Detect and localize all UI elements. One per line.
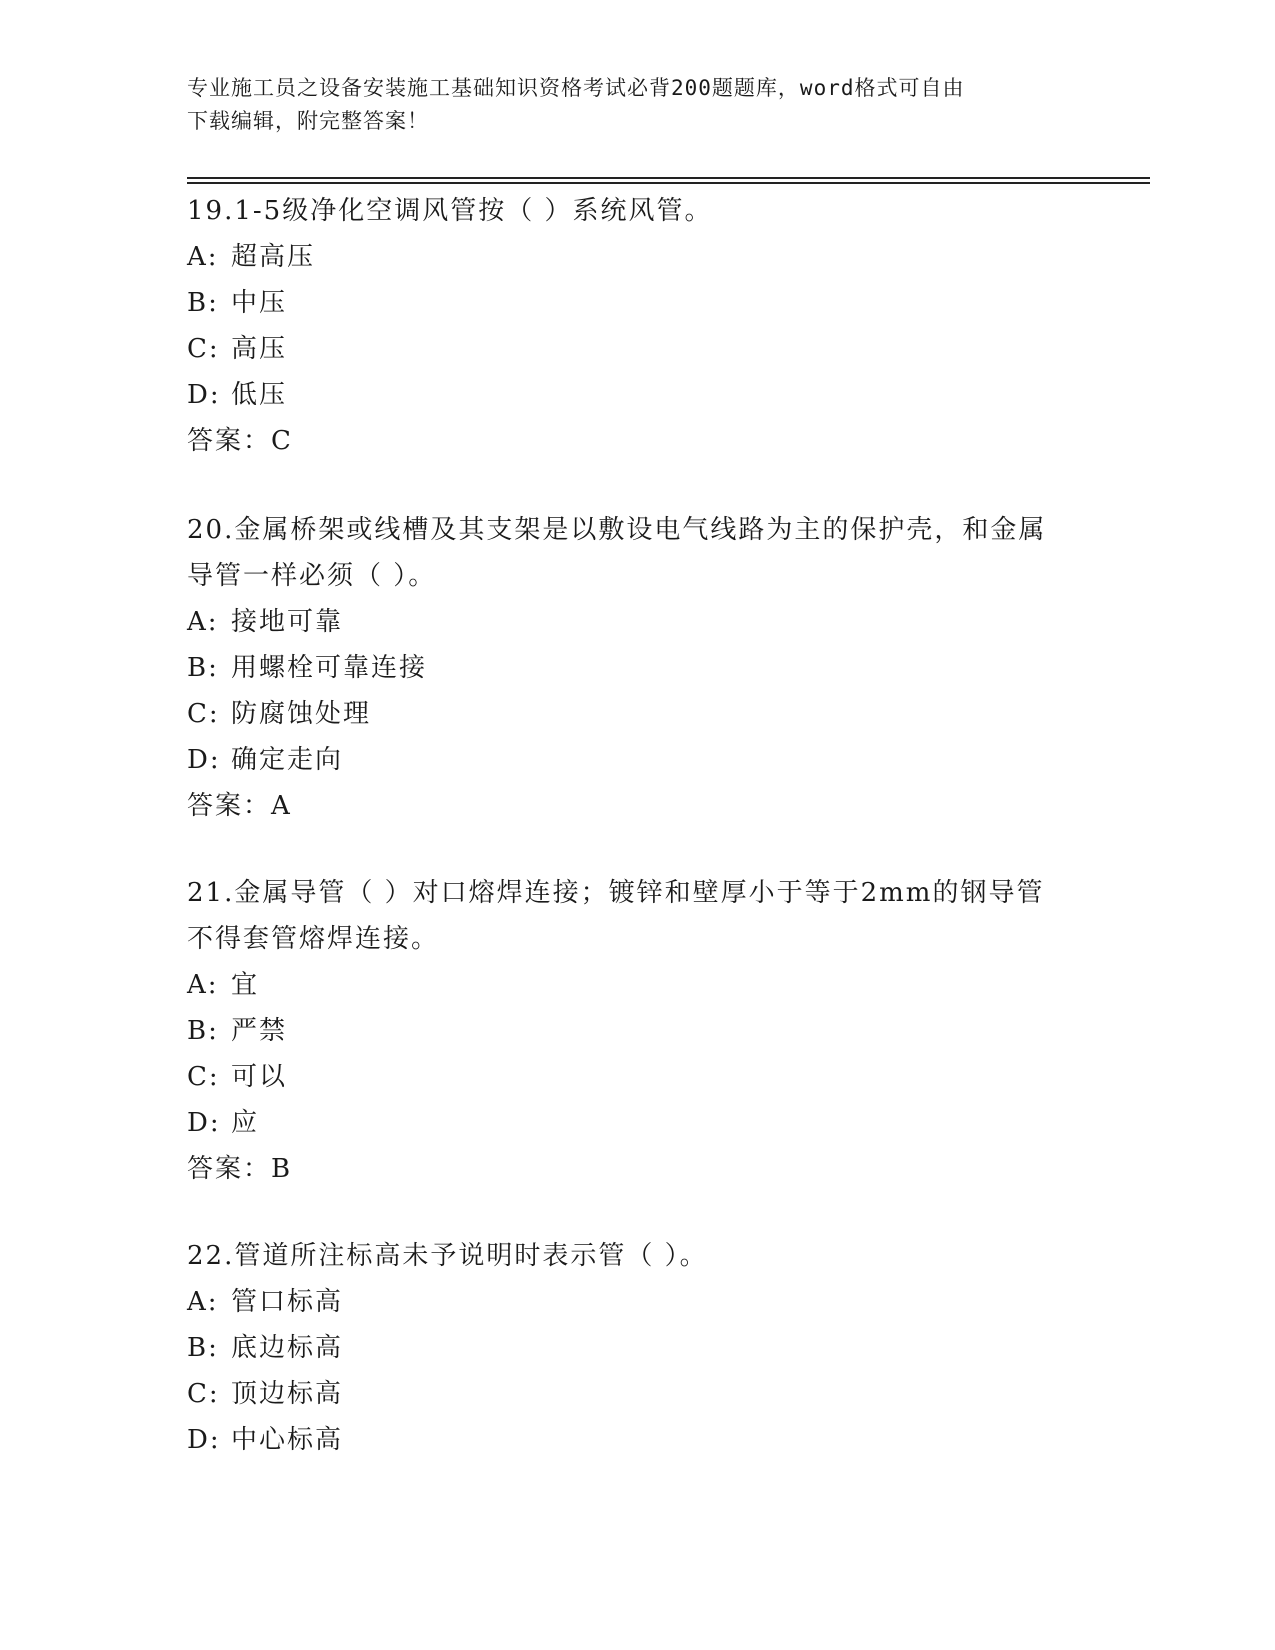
option-text: 高压 — [231, 334, 288, 364]
option-text: 低压 — [231, 380, 288, 410]
option-d — [187, 1417, 1087, 1463]
option-text: 顶边标高 — [231, 1379, 344, 1409]
question-22 — [187, 1233, 1087, 1463]
question-text: 19.1-5级净化空调风管按（ ）系统风管。 — [187, 196, 713, 226]
option-letter: B: — [187, 1016, 219, 1046]
option-letter: C: — [187, 334, 220, 364]
option-a — [187, 234, 1087, 280]
option-text: 可以 — [231, 1062, 288, 1092]
option-text: 超高压 — [231, 242, 316, 272]
option-letter: A: — [187, 607, 219, 637]
header-divider-top — [187, 177, 1150, 179]
option-c — [187, 1054, 1087, 1100]
option-a — [187, 1279, 1087, 1325]
document-header — [187, 72, 1087, 138]
option-a — [187, 962, 1087, 1008]
answer-line: 答案：A — [187, 791, 292, 821]
answer-line: 答案：B — [187, 1154, 293, 1184]
option-letter: B: — [187, 1333, 219, 1363]
question-text-line-2: 导管一样必须（ ）。 — [187, 561, 437, 591]
option-letter: D: — [187, 745, 221, 775]
header-divider-bottom — [187, 182, 1150, 184]
question-text-line-1: 20.金属桥架或线槽及其支架是以敷设电气线路为主的保护壳，和金属 — [187, 515, 1047, 545]
option-letter: D: — [187, 380, 221, 410]
option-text: 应 — [231, 1108, 260, 1138]
header-line-1: 专业施工员之设备安装施工基础知识资格考试必背200题题库，word格式可自由 — [187, 76, 965, 100]
option-letter: D: — [187, 1425, 221, 1455]
option-text: 宜 — [231, 970, 260, 1000]
option-text: 防腐蚀处理 — [231, 699, 372, 729]
question-20 — [187, 507, 1087, 829]
option-d — [187, 372, 1087, 418]
option-text: 底边标高 — [231, 1333, 344, 1363]
option-letter: D: — [187, 1108, 221, 1138]
option-b — [187, 1325, 1087, 1371]
option-d — [187, 1100, 1087, 1146]
option-text: 严禁 — [231, 1016, 288, 1046]
option-b — [187, 280, 1087, 326]
option-b — [187, 1008, 1087, 1054]
option-text: 用螺栓可靠连接 — [231, 653, 428, 683]
option-text: 确定走向 — [231, 745, 344, 775]
header-line-2: 下载编辑，附完整答案！ — [187, 109, 429, 133]
question-text: 22.管道所注标高未予说明时表示管（ ）。 — [187, 1241, 708, 1271]
option-text: 中压 — [231, 288, 288, 318]
option-letter: A: — [187, 1287, 219, 1317]
option-d — [187, 737, 1087, 783]
option-letter: C: — [187, 699, 220, 729]
option-letter: A: — [187, 970, 219, 1000]
option-letter: C: — [187, 1379, 220, 1409]
option-a — [187, 599, 1087, 645]
question-text-line-1: 21.金属导管（ ）对口熔焊连接；镀锌和壁厚小于等于2mm的钢导管 — [187, 878, 1045, 908]
question-21 — [187, 870, 1087, 1192]
option-text: 接地可靠 — [231, 607, 344, 637]
answer-line: 答案：C — [187, 426, 293, 456]
question-text-line-2: 不得套管熔焊连接。 — [187, 924, 440, 954]
option-b — [187, 645, 1087, 691]
option-letter: B: — [187, 653, 219, 683]
option-text: 中心标高 — [231, 1425, 344, 1455]
option-c — [187, 1371, 1087, 1417]
option-letter: A: — [187, 242, 219, 272]
option-c — [187, 326, 1087, 372]
question-19 — [187, 188, 1087, 464]
option-text: 管口标高 — [231, 1287, 344, 1317]
option-letter: C: — [187, 1062, 220, 1092]
option-c — [187, 691, 1087, 737]
option-letter: B: — [187, 288, 219, 318]
